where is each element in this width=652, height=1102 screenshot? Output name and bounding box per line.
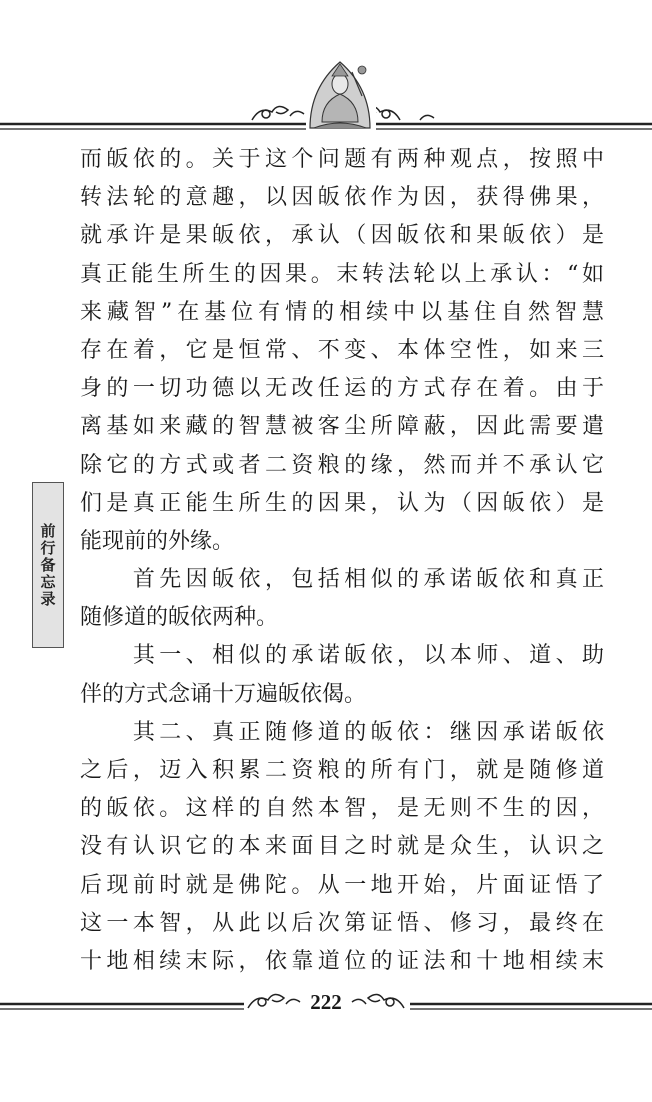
text-line: 其一、相似的承诺皈依，以本师、道、助 [80, 643, 604, 669]
text-line: 十地相续末际，依靠道位的证法和十地相续末 [80, 948, 604, 974]
text-line: 后现前时就是佛陀。从一地开始，片面证悟了 [80, 872, 604, 898]
text-line: 伴的方式念诵十万遍皈依偈。 [80, 681, 367, 707]
text-line: 首先因皈依，包括相似的承诺皈依和真正 [80, 567, 604, 593]
text-line: 随修道的皈依两种。 [80, 605, 279, 631]
text-line: 能现前的外缘。 [80, 528, 235, 554]
text-line: 们是真正能生所生的因果，认为（因皈依）是 [80, 490, 604, 516]
deity-figure-image [306, 60, 376, 130]
text-line: 其二、真正随修道的皈依：继因承诺皈依 [80, 719, 604, 745]
text-line: 没有认识它的本来面目之时就是众生，认识之 [80, 834, 604, 860]
text-line: 身的一切功德以无改任运的方式存在着。由于 [80, 376, 604, 402]
text-line: 真正能生所生的因果。末转法轮以上承认：“如 [80, 261, 604, 287]
text-line: 转法轮的意趣，以因皈依作为因，获得佛果， [80, 185, 604, 211]
text-line: 而皈依的。关于这个问题有两种观点，按照中 [80, 147, 604, 172]
text-line: 的皈依。这样的自然本智，是无则不生的因， [80, 796, 604, 822]
page-number: 222 [310, 990, 342, 1014]
text-line: 这一本智，从此以后次第证悟、修习，最终在 [80, 910, 604, 936]
header-ornament [0, 50, 652, 145]
text-line: 来藏智”在基位有情的相续中以基住自然智慧 [80, 299, 604, 325]
text-line: 离基如来藏的智慧被客尘所障蔽，因此需要遣 [80, 414, 604, 440]
text-line: 除它的方式或者二资粮的缘，然而并不承认它 [80, 452, 604, 478]
text-line: 就承许是果皈依，承认（因皈依和果皈依）是 [80, 223, 604, 249]
text-line: 之后，迈入积累二资粮的所有门，就是随修道 [80, 758, 604, 783]
left-cloud-ornament [252, 106, 304, 120]
side-tab [32, 482, 64, 648]
body-text [80, 141, 604, 981]
text-line: 存在着，它是恒常、不变、本体空性，如来三 [80, 337, 604, 363]
side-tab-label: 前行备忘录 [38, 522, 57, 608]
page-header [0, 50, 652, 145]
